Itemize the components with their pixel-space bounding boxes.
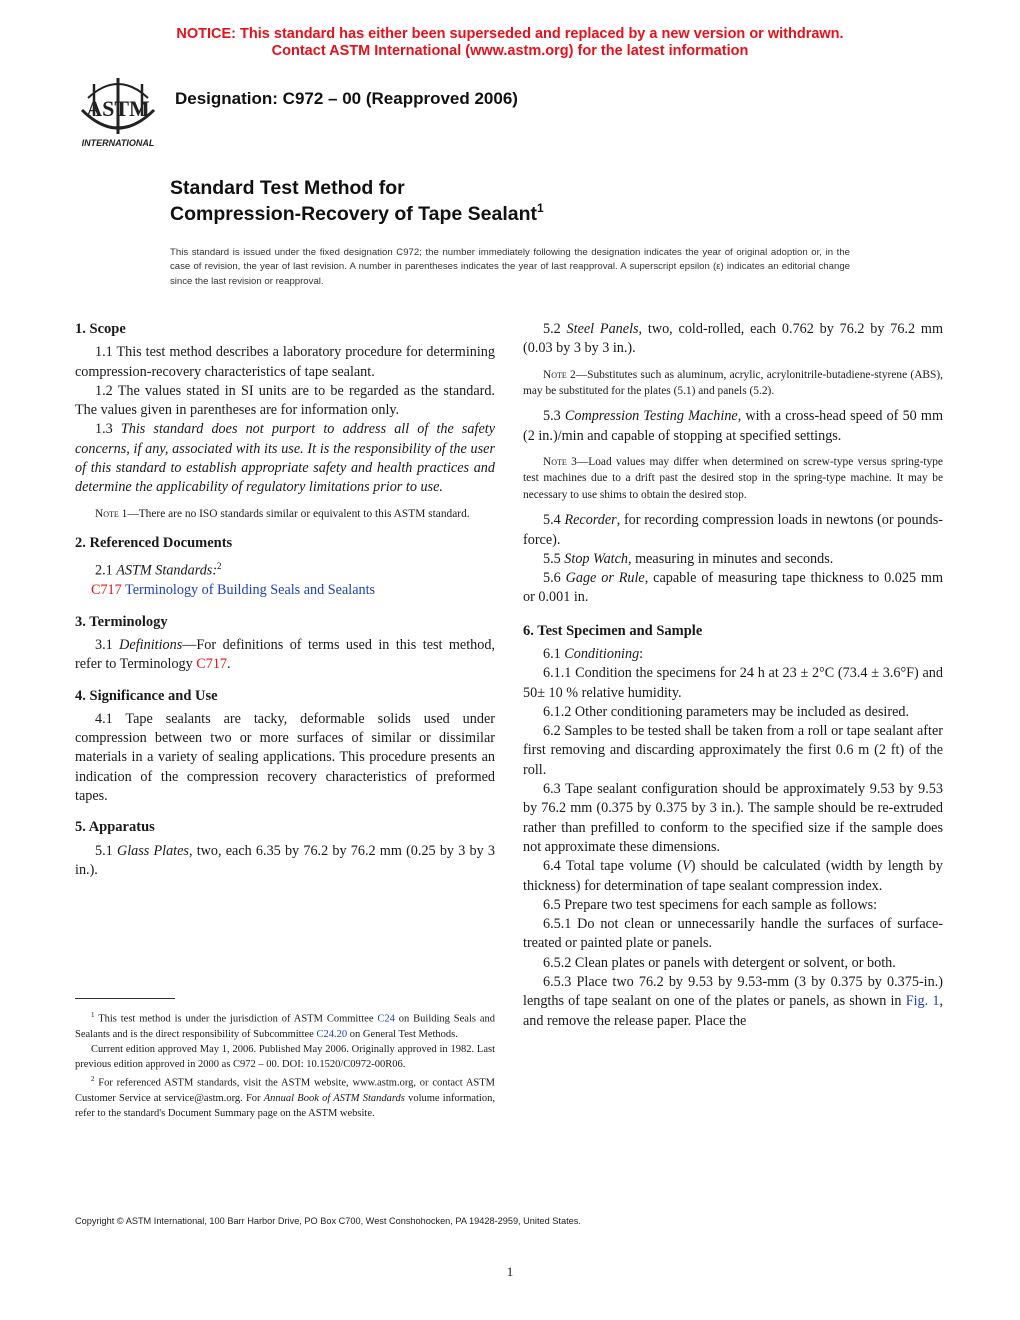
reference-title-link[interactable]: Terminology of Building Seals and Sealants [125, 582, 376, 599]
para-5-2: 5.2 Steel Panels, two, cold-rolled, each 0.762 by 76.2 by 76.2 mm (0.03 by 3 by 3 in.). [523, 321, 943, 357]
para-6-3: 6.3 Tape sealant configuration should be approximately 9.53 by 9.53 by 76.2 mm (0.375 by 0.375 by 3 in.). The sample should be re-extruded rather than prefilled to conform to the specified size if the sample does not approximate these dimensions. [523, 781, 943, 855]
committee-c24-link[interactable]: C24 [377, 1013, 395, 1025]
para-6-5-3: 6.5.3 Place two 76.2 by 9.53 by 9.53-mm (3 by 0.375 by 0.375-in.) lengths of tape sealant on one of the plates or panels, as shown in Fig. 1, and remove the release paper. Place the [523, 974, 943, 1029]
para-1-1: 1.1 This test method describes a laboratory procedure for determining compression-recovery characteristics of tape sealant. [75, 344, 495, 380]
svg-text:INTERNATIONAL: INTERNATIONAL [81, 138, 155, 148]
heading-referenced-documents: 2. Referenced Documents [75, 535, 233, 552]
heading-terminology: 3. Terminology [75, 613, 168, 630]
section-apparatus [75, 818, 495, 880]
para-6-2: 6.2 Samples to be tested shall be taken from a roll or tape sealant after first removing and discarding approximately the first 0.6 m (2 ft) of the roll. [523, 723, 943, 778]
heading-significance: 4. Significance and Use [75, 687, 218, 704]
page-number: 1 [506, 1264, 514, 1279]
left-column [75, 320, 495, 892]
copyright-line: Copyright © ASTM International, 100 Barr Harbor Drive, PO Box C700, West Conshohocken, PA 19428-2959, United States. [75, 1216, 581, 1226]
section-referenced-documents [75, 534, 495, 601]
para-1-3: 1.3 This standard does not purport to address all of the safety concerns, if any, associated with its use. It is the responsibility of the user of this standard to establish appropriate safety and health practices and determine the applicability of regulatory limitations prior to use. [75, 421, 495, 496]
document-title [170, 175, 544, 227]
note-2: Note 2—Substitutes such as aluminum, acrylic, acrylonitrile-butadiene-styrene (ABS), may be substituted for the plates (5.1) and panels (5.2). [523, 368, 943, 397]
section-significance [75, 687, 495, 807]
heading-test-specimen: 6. Test Specimen and Sample [523, 622, 703, 639]
para-5-3: 5.3 Compression Testing Machine, with a cross-head speed of 50 mm (2 in.)/min and capable of stopping at specified settings. [523, 408, 943, 444]
para-4-1: 4.1 Tape sealants are tacky, deformable solids used under compression between two or more surfaces of similar or dissimilar materials in a variety of sealing applications. This procedure presents an indication of the compression recovery characteristics of preformed tapes. [75, 710, 495, 805]
designation: Designation: C972 – 00 (Reapproved 2006) [175, 89, 518, 108]
section-terminology [75, 613, 495, 675]
reference-code-link[interactable]: C717 [91, 582, 122, 599]
para-5-4: 5.4 Recorder, for recording compression loads in newtons (or pounds-force). [523, 512, 943, 548]
terminology-c717-link[interactable]: C717 [196, 656, 228, 673]
withdrawn-notice [0, 26, 1020, 60]
footnotes [75, 1008, 495, 1121]
notice-line-2: Contact ASTM International (www.astm.org) for the latest information [271, 43, 749, 59]
subcommittee-c24-20-link[interactable]: C24.20 [316, 1028, 348, 1040]
para-2-1: 2.1 ASTM Standards:$^2$ [95, 561, 222, 580]
para-5-5: 5.5 Stop Watch, measuring in minutes and seconds. [543, 550, 834, 567]
para-6-1: 6.1 Conditioning: [543, 646, 644, 662]
footnote-2: $^2$ For referenced ASTM standards, visit the ASTM website, www.astm.org, or contact ASTM Customer Service at service@astm.org. For Annual Book of ASTM Standards volume information, refer to the standard's Document Summary page on the ASTM website. [75, 1075, 495, 1120]
para-1-2: 1.2 The values stated in SI units are to be regarded as the standard. The values given in parentheses are for information only. [75, 382, 495, 419]
note-1: Note 1—There are no ISO standards similar or equivalent to this ASTM standard. [95, 507, 470, 520]
para-6-4: 6.4 Total tape volume (V) should be calculated (width by length by thickness) for determination of tape sealant compression index. [523, 858, 943, 894]
para-3-1: 3.1 Definitions—For definitions of terms used in this test method, refer to Terminology C717. [75, 637, 495, 673]
heading-scope: 1. Scope [75, 321, 126, 337]
footnote-1-edition: Current edition approved May 1, 2006. Published May 2006. Originally approved in 1982. Last previous edition approved in 2000 as C972 – 00. DOI: 10.1520/C0972-00R06. [75, 1043, 495, 1071]
preamble: This standard is issued under the fixed designation C972; the number immediately following the designation indicates the year of original adoption or, in the case of revision, the year of last revision. A number in parentheses indicates the year of last reapproval. A superscript epsilon (ε) indicates an editorial change since the last revision or reapproval. [170, 247, 850, 287]
para-6-5-2: 6.5.2 Clean plates or panels with detergent or solvent, or both. [543, 954, 896, 971]
para-6-5-1: 6.5.1 Do not clean or unnecessarily handle the surfaces of surface-treated or painted plate or panels. [523, 916, 943, 952]
reference-c717[interactable] [75, 581, 495, 600]
section-scope [75, 320, 495, 522]
para-5-1: 5.1 Glass Plates, two, each 6.35 by 76.2 by 76.2 mm (0.25 by 3 by 3 in.). [75, 842, 496, 878]
footnote-divider [75, 998, 175, 999]
para-5-6: 5.6 Gage or Rule, capable of measuring tape thickness to 0.025 mm or 0.001 in. [523, 570, 943, 606]
para-6-1-1: 6.1.1 Condition the specimens for 24 h at 23 ± 2°C (73.4 ± 3.6°F) and 50± 10 % relative humidity. [523, 665, 943, 701]
note-3: Note 3—Load values may differ when determined on screw-type versus spring-type test machines due to a drift past the desired stop in the spring-type machine. It may be necessary to use shims to obtain the desired stop. [523, 456, 943, 501]
title-line-2: Compression-Recovery of Tape Sealant$^1$ [170, 201, 544, 225]
para-6-1-2: 6.1.2 Other conditioning parameters may be included as desired. [543, 703, 910, 720]
footnote-1: $^1$ This test method is under the jurisdiction of ASTM Committee C24 on Building Seals and Sealants and is the direct responsibility of Subcommittee C24.20 on General Test Methods. [75, 1011, 495, 1040]
svg-text:ASTM: ASTM [86, 96, 150, 121]
heading-apparatus: 5. Apparatus [75, 819, 155, 836]
notice-line-1: NOTICE: This standard has either been superseded and replaced by a new version or withdrawn. [176, 26, 844, 42]
right-column [523, 320, 943, 1031]
astm-logo-icon [74, 76, 162, 150]
title-footnote-mark: 1 [537, 201, 544, 215]
title-line-1: Standard Test Method for [170, 177, 405, 199]
figure-1-link[interactable]: Fig. 1 [905, 993, 940, 1010]
para-6-5: 6.5 Prepare two test specimens for each sample as follows: [543, 896, 878, 913]
